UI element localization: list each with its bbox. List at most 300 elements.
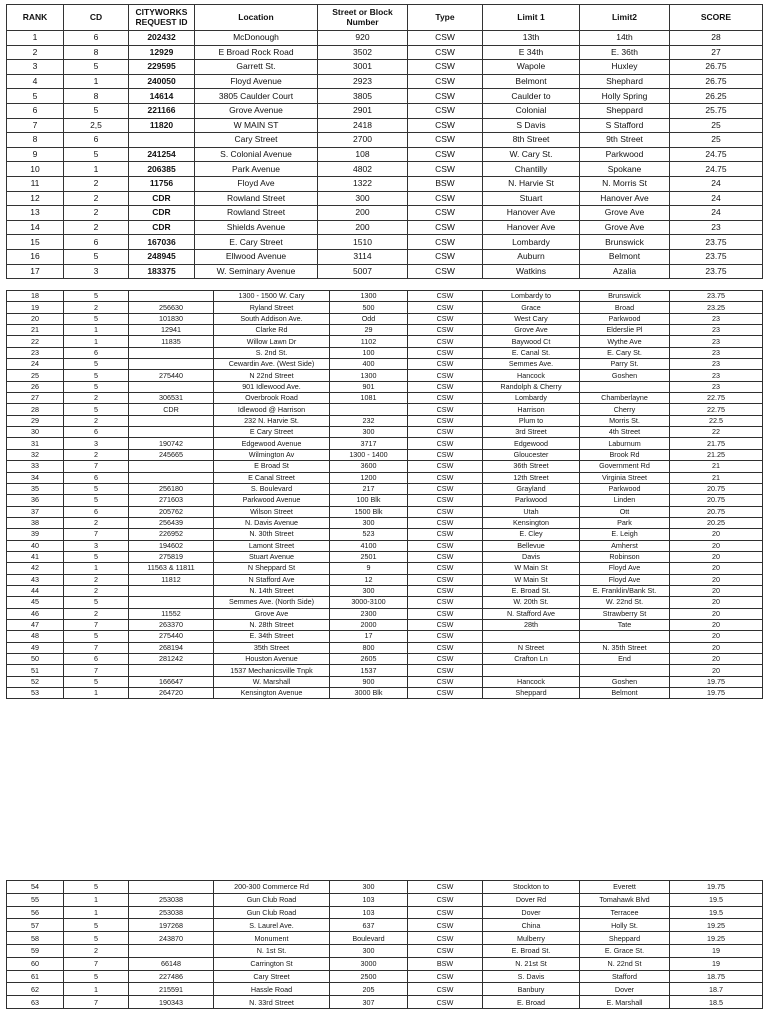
cell-request-id: 166647 bbox=[129, 676, 214, 687]
cell-location: S. Boulevard bbox=[214, 483, 330, 494]
cell-street-number: Odd bbox=[330, 313, 408, 324]
cell-street-number bbox=[330, 404, 408, 415]
cell-cd: 6 bbox=[64, 654, 129, 665]
cell-score: 23 bbox=[670, 325, 763, 336]
cell-score: 20 bbox=[670, 574, 763, 585]
cell-rank: 28 bbox=[7, 404, 64, 415]
cell-cd: 5 bbox=[64, 881, 129, 894]
cell-rank: 22 bbox=[7, 336, 64, 347]
cell-score: 24 bbox=[670, 191, 763, 206]
cell-type: CSW bbox=[408, 676, 483, 687]
cell-limit-1: W. Cary St. bbox=[483, 147, 580, 162]
cell-limit-2: Azalia bbox=[580, 264, 670, 279]
cell-type: BSW bbox=[408, 957, 483, 970]
cell-limit-2: Government Rd bbox=[580, 461, 670, 472]
cell-score: 23 bbox=[670, 359, 763, 370]
cell-request-id: 245665 bbox=[129, 449, 214, 460]
cell-cd: 2 bbox=[64, 449, 129, 460]
table-row bbox=[7, 370, 763, 381]
cell-type: CSW bbox=[408, 517, 483, 528]
cell-request-id: CDR bbox=[129, 220, 195, 235]
cell-limit-1: W Main St bbox=[483, 574, 580, 585]
header-cd: CD bbox=[64, 5, 129, 31]
table-row bbox=[7, 103, 763, 118]
cell-type: CSW bbox=[408, 103, 483, 118]
table-row bbox=[7, 506, 763, 517]
cell-rank: 7 bbox=[7, 118, 64, 133]
cell-location: W MAIN ST bbox=[195, 118, 318, 133]
cell-location: Grove Ave bbox=[214, 608, 330, 619]
cell-limit-1: Edgewood bbox=[483, 438, 580, 449]
cell-score: 21 bbox=[670, 461, 763, 472]
cell-score: 20.75 bbox=[670, 506, 763, 517]
cell-limit-2: Belmont bbox=[580, 688, 670, 699]
cell-limit-1: Caulder to bbox=[483, 89, 580, 104]
cell-type: CSW bbox=[408, 45, 483, 60]
cell-request-id: 206385 bbox=[129, 162, 195, 177]
table-row bbox=[7, 970, 763, 983]
cell-location: S. Colonial Avenue bbox=[195, 147, 318, 162]
cell-location: Carrington St bbox=[214, 957, 330, 970]
cell-street-number: 300 bbox=[330, 427, 408, 438]
table-row bbox=[7, 162, 763, 177]
cell-request-id: 229595 bbox=[129, 60, 195, 75]
cell-score: 19 bbox=[670, 944, 763, 957]
cell-limit-2: N. 22nd St bbox=[580, 957, 670, 970]
cell-limit-2: Grove Ave bbox=[580, 206, 670, 221]
cell-request-id: 11812 bbox=[129, 574, 214, 585]
cell-limit-1: Bellevue bbox=[483, 540, 580, 551]
cell-limit-2: Tate bbox=[580, 619, 670, 630]
cell-rank: 2 bbox=[7, 45, 64, 60]
cell-limit-1: N. Stafford Ave bbox=[483, 608, 580, 619]
table-row bbox=[7, 619, 763, 630]
cell-rank: 21 bbox=[7, 325, 64, 336]
cell-rank: 56 bbox=[7, 906, 64, 919]
table-row bbox=[7, 688, 763, 699]
cell-type: CSW bbox=[408, 415, 483, 426]
cell-score: 18.7 bbox=[670, 983, 763, 996]
cell-limit-2: 9th Street bbox=[580, 133, 670, 148]
cell-limit-1: Utah bbox=[483, 506, 580, 517]
cell-street-number: 3114 bbox=[318, 249, 408, 264]
cell-limit-2: Brook Rd bbox=[580, 449, 670, 460]
cell-type: CSW bbox=[408, 970, 483, 983]
cell-street-number: 1537 bbox=[330, 665, 408, 676]
cell-request-id: 281242 bbox=[129, 654, 214, 665]
cell-request-id bbox=[129, 944, 214, 957]
table-row bbox=[7, 381, 763, 392]
cell-request-id: 271603 bbox=[129, 495, 214, 506]
cell-location: Floyd Ave bbox=[195, 176, 318, 191]
cell-type: CSW bbox=[408, 449, 483, 460]
cell-type: CSW bbox=[408, 302, 483, 313]
cell-score: 20 bbox=[670, 585, 763, 596]
table-row bbox=[7, 957, 763, 970]
cell-type: CSW bbox=[408, 118, 483, 133]
cell-request-id bbox=[129, 472, 214, 483]
cell-location: 1537 Mechanicsville Tnpk bbox=[214, 665, 330, 676]
cell-type: CSW bbox=[408, 220, 483, 235]
cell-limit-1: E. Broad St. bbox=[483, 585, 580, 596]
cell-limit-1: N. 21st St bbox=[483, 957, 580, 970]
cell-request-id: 11820 bbox=[129, 118, 195, 133]
cell-type: CSW bbox=[408, 347, 483, 358]
table-row bbox=[7, 676, 763, 687]
cell-rank: 14 bbox=[7, 220, 64, 235]
cell-request-id: 256630 bbox=[129, 302, 214, 313]
cell-street-number: 2000 bbox=[330, 619, 408, 630]
cell-limit-2: Ott bbox=[580, 506, 670, 517]
cell-score: 23 bbox=[670, 220, 763, 235]
cell-limit-2: Amherst bbox=[580, 540, 670, 551]
cell-type: CSW bbox=[408, 381, 483, 392]
cell-request-id bbox=[129, 461, 214, 472]
cell-limit-1: 13th bbox=[483, 31, 580, 46]
cell-limit-1: Lombardy bbox=[483, 393, 580, 404]
cell-rank: 32 bbox=[7, 449, 64, 460]
cell-rank: 5 bbox=[7, 89, 64, 104]
cell-cd: 1 bbox=[64, 74, 129, 89]
cell-type: CSW bbox=[408, 688, 483, 699]
cell-type: CSW bbox=[408, 74, 483, 89]
cell-limit-1 bbox=[483, 665, 580, 676]
table-row bbox=[7, 574, 763, 585]
table-row bbox=[7, 529, 763, 540]
cell-type: CSW bbox=[408, 370, 483, 381]
cell-limit-2: Stafford bbox=[580, 970, 670, 983]
cell-score: 23.75 bbox=[670, 249, 763, 264]
cell-rank: 16 bbox=[7, 249, 64, 264]
cell-rank: 10 bbox=[7, 162, 64, 177]
cell-limit-1: 8th Street bbox=[483, 133, 580, 148]
cell-request-id: 11835 bbox=[129, 336, 214, 347]
cell-score: 23.75 bbox=[670, 291, 763, 302]
cell-rank: 60 bbox=[7, 957, 64, 970]
cell-location: Overbrook Road bbox=[214, 393, 330, 404]
cell-location: Semmes Ave. (North Side) bbox=[214, 597, 330, 608]
cell-request-id: CDR bbox=[129, 191, 195, 206]
header-rank: RANK bbox=[7, 5, 64, 31]
cell-limit-2: Broad bbox=[580, 302, 670, 313]
cell-type: CSW bbox=[408, 31, 483, 46]
cell-street-number: 1102 bbox=[330, 336, 408, 347]
cell-type: CSW bbox=[408, 264, 483, 279]
table-row bbox=[7, 585, 763, 596]
cell-limit-2: E. Franklin/Bank St. bbox=[580, 585, 670, 596]
cell-request-id: 253038 bbox=[129, 893, 214, 906]
cell-type: CSW bbox=[408, 619, 483, 630]
table-row bbox=[7, 336, 763, 347]
cell-limit-1: E. Canal St. bbox=[483, 347, 580, 358]
cell-location: 3805 Caulder Court bbox=[195, 89, 318, 104]
cell-street-number: 200 bbox=[318, 220, 408, 235]
cell-limit-2 bbox=[580, 665, 670, 676]
cell-street-number: 3000-3100 bbox=[330, 597, 408, 608]
table-row bbox=[7, 359, 763, 370]
cell-cd: 5 bbox=[64, 103, 129, 118]
cell-limit-2: End bbox=[580, 654, 670, 665]
cell-limit-1: Auburn bbox=[483, 249, 580, 264]
cell-street-number: 3000 bbox=[330, 957, 408, 970]
cell-rank: 44 bbox=[7, 585, 64, 596]
cell-limit-1: W Main St bbox=[483, 563, 580, 574]
cell-street-number: 200 bbox=[318, 206, 408, 221]
cell-cd: 1 bbox=[64, 688, 129, 699]
cell-type: CSW bbox=[408, 574, 483, 585]
cell-street-number: 2418 bbox=[318, 118, 408, 133]
cell-limit-1: Stuart bbox=[483, 191, 580, 206]
header-type: Type bbox=[408, 5, 483, 31]
cell-street-number: 300 bbox=[330, 944, 408, 957]
cell-cd: 5 bbox=[64, 60, 129, 75]
cell-limit-2: E. Marshall bbox=[580, 996, 670, 1009]
cell-location: Cary Street bbox=[195, 133, 318, 148]
cell-street-number: 300 bbox=[330, 585, 408, 596]
cell-cd: 6 bbox=[64, 133, 129, 148]
cell-street-number: 1200 bbox=[330, 472, 408, 483]
cell-type: CSW bbox=[408, 133, 483, 148]
cell-street-number: Boulevard bbox=[330, 932, 408, 945]
cell-limit-2: Morris St. bbox=[580, 415, 670, 426]
cell-rank: 11 bbox=[7, 176, 64, 191]
cell-rank: 62 bbox=[7, 983, 64, 996]
cell-rank: 4 bbox=[7, 74, 64, 89]
cell-limit-2: E. Cary St. bbox=[580, 347, 670, 358]
cell-limit-2: Terracee bbox=[580, 906, 670, 919]
cell-request-id: CDR bbox=[129, 206, 195, 221]
cell-type: CSW bbox=[408, 461, 483, 472]
ranking-table-bottom bbox=[6, 880, 763, 1009]
table-row bbox=[7, 74, 763, 89]
cell-street-number: 307 bbox=[330, 996, 408, 1009]
cell-location: 1300 - 1500 W. Cary bbox=[214, 291, 330, 302]
cell-cd: 6 bbox=[64, 347, 129, 358]
cell-street-number: 2901 bbox=[318, 103, 408, 118]
table-row bbox=[7, 996, 763, 1009]
cell-cd: 7 bbox=[64, 996, 129, 1009]
cell-score: 23 bbox=[670, 347, 763, 358]
table-row bbox=[7, 313, 763, 324]
cell-street-number: 3001 bbox=[318, 60, 408, 75]
cell-type: CSW bbox=[408, 472, 483, 483]
table-row bbox=[7, 176, 763, 191]
cell-type: CSW bbox=[408, 162, 483, 177]
cell-score: 23 bbox=[670, 313, 763, 324]
header-limit-1: Limit 1 bbox=[483, 5, 580, 31]
cell-location: E Broad St bbox=[214, 461, 330, 472]
cell-request-id: 253038 bbox=[129, 906, 214, 919]
cell-limit-2: Laburnum bbox=[580, 438, 670, 449]
cell-request-id bbox=[129, 427, 214, 438]
cell-limit-1: Grace bbox=[483, 302, 580, 313]
cell-street-number: 300 bbox=[330, 517, 408, 528]
table-row bbox=[7, 881, 763, 894]
cell-rank: 30 bbox=[7, 427, 64, 438]
cell-type: CSW bbox=[408, 540, 483, 551]
cell-street-number: 500 bbox=[330, 302, 408, 313]
cell-limit-2: N. Morris St bbox=[580, 176, 670, 191]
cell-location: E Cary Street bbox=[214, 427, 330, 438]
cell-cd: 5 bbox=[64, 404, 129, 415]
cell-cd: 5 bbox=[64, 381, 129, 392]
cell-limit-2: Spokane bbox=[580, 162, 670, 177]
cell-score: 23.75 bbox=[670, 235, 763, 250]
cell-location: E Broad Rock Road bbox=[195, 45, 318, 60]
cell-request-id bbox=[129, 585, 214, 596]
cell-limit-2: Goshen bbox=[580, 676, 670, 687]
cell-cd: 5 bbox=[64, 313, 129, 324]
cell-location: N. 1st St. bbox=[214, 944, 330, 957]
cell-type: CSW bbox=[408, 563, 483, 574]
cell-location: N Stafford Ave bbox=[214, 574, 330, 585]
cell-location: Rowland Street bbox=[195, 206, 318, 221]
cell-cd: 7 bbox=[64, 665, 129, 676]
cell-score: 19.75 bbox=[670, 688, 763, 699]
cell-street-number: 1300 bbox=[330, 370, 408, 381]
cell-cd: 5 bbox=[64, 370, 129, 381]
cell-request-id: 190742 bbox=[129, 438, 214, 449]
cell-location: Gun Club Road bbox=[214, 906, 330, 919]
table-row bbox=[7, 631, 763, 642]
cell-limit-2: S Stafford bbox=[580, 118, 670, 133]
table-row bbox=[7, 983, 763, 996]
cell-limit-1: Lombardy to bbox=[483, 291, 580, 302]
cell-limit-2: Dover bbox=[580, 983, 670, 996]
cell-limit-1: Belmont bbox=[483, 74, 580, 89]
cell-request-id: 215591 bbox=[129, 983, 214, 996]
cell-type: CSW bbox=[408, 944, 483, 957]
cell-score: 20 bbox=[670, 540, 763, 551]
cell-rank: 45 bbox=[7, 597, 64, 608]
cell-rank: 59 bbox=[7, 944, 64, 957]
cell-limit-2: Brunswick bbox=[580, 235, 670, 250]
cell-street-number: 1322 bbox=[318, 176, 408, 191]
cell-rank: 33 bbox=[7, 461, 64, 472]
cell-street-number: 1500 Blk bbox=[330, 506, 408, 517]
cell-location: Ryland Street bbox=[214, 302, 330, 313]
cell-limit-2: Holly Spring bbox=[580, 89, 670, 104]
cell-rank: 36 bbox=[7, 495, 64, 506]
table-row bbox=[7, 893, 763, 906]
cell-rank: 58 bbox=[7, 932, 64, 945]
cell-location: E Canal Street bbox=[214, 472, 330, 483]
cell-type: CSW bbox=[408, 359, 483, 370]
cell-cd: 1 bbox=[64, 325, 129, 336]
table-row bbox=[7, 932, 763, 945]
cell-limit-2: Virginia Street bbox=[580, 472, 670, 483]
cell-cd: 5 bbox=[64, 359, 129, 370]
cell-location: N Sheppard St bbox=[214, 563, 330, 574]
cell-score: 19.5 bbox=[670, 906, 763, 919]
table-row bbox=[7, 45, 763, 60]
cell-location: Parkwood Avenue bbox=[214, 495, 330, 506]
cell-limit-2: E. 36th bbox=[580, 45, 670, 60]
cell-score: 20.75 bbox=[670, 495, 763, 506]
cell-location: 200-300 Commerce Rd bbox=[214, 881, 330, 894]
cell-location: Wilson Street bbox=[214, 506, 330, 517]
cell-street-number: 17 bbox=[330, 631, 408, 642]
cell-limit-2: Sheppard bbox=[580, 103, 670, 118]
cell-limit-1: Dover bbox=[483, 906, 580, 919]
cell-score: 25 bbox=[670, 133, 763, 148]
table-row bbox=[7, 449, 763, 460]
cell-street-number: 3805 bbox=[318, 89, 408, 104]
cell-limit-2: Goshen bbox=[580, 370, 670, 381]
cell-cd: 6 bbox=[64, 506, 129, 517]
cell-cd: 5 bbox=[64, 676, 129, 687]
cell-rank: 9 bbox=[7, 147, 64, 162]
cell-score: 24 bbox=[670, 206, 763, 221]
cell-location: Stuart Avenue bbox=[214, 551, 330, 562]
cell-cd: 1 bbox=[64, 162, 129, 177]
cell-street-number: 1300 - 1400 bbox=[330, 449, 408, 460]
cell-rank: 19 bbox=[7, 302, 64, 313]
cell-street-number: 300 bbox=[318, 191, 408, 206]
cell-limit-1: S Davis bbox=[483, 118, 580, 133]
cell-limit-1: Crafton Ln bbox=[483, 654, 580, 665]
cell-request-id: 248945 bbox=[129, 249, 195, 264]
cell-location: N. Davis Avenue bbox=[214, 517, 330, 528]
cell-location: S. 2nd St. bbox=[214, 347, 330, 358]
cell-limit-1 bbox=[483, 631, 580, 642]
cell-rank: 25 bbox=[7, 370, 64, 381]
cell-request-id: 240050 bbox=[129, 74, 195, 89]
cell-score: 19.25 bbox=[670, 919, 763, 932]
cell-limit-1: Hanover Ave bbox=[483, 220, 580, 235]
cell-street-number: 12 bbox=[330, 574, 408, 585]
cell-cd: 2 bbox=[64, 415, 129, 426]
cell-request-id: 12941 bbox=[129, 325, 214, 336]
cell-type: CSW bbox=[408, 313, 483, 324]
cell-type: CSW bbox=[408, 495, 483, 506]
cell-score: 24 bbox=[670, 176, 763, 191]
cell-request-id: CDR bbox=[129, 404, 214, 415]
cell-score: 23 bbox=[670, 336, 763, 347]
cell-cd: 5 bbox=[64, 495, 129, 506]
cell-cd: 1 bbox=[64, 983, 129, 996]
cell-location: Garrett St. bbox=[195, 60, 318, 75]
cell-type: CSW bbox=[408, 881, 483, 894]
cell-cd: 3 bbox=[64, 540, 129, 551]
cell-type: CSW bbox=[408, 147, 483, 162]
cell-street-number: 523 bbox=[330, 529, 408, 540]
cell-street-number: 103 bbox=[330, 893, 408, 906]
table-row bbox=[7, 118, 763, 133]
cell-rank: 3 bbox=[7, 60, 64, 75]
cell-rank: 41 bbox=[7, 551, 64, 562]
cell-limit-1: N. Harvie St bbox=[483, 176, 580, 191]
cell-request-id: 241254 bbox=[129, 147, 195, 162]
cell-request-id: 183375 bbox=[129, 264, 195, 279]
table-row bbox=[7, 191, 763, 206]
cell-cd: 5 bbox=[64, 291, 129, 302]
cell-street-number: 400 bbox=[330, 359, 408, 370]
cell-limit-2: Grove Ave bbox=[580, 220, 670, 235]
cell-cd: 7 bbox=[64, 529, 129, 540]
table-row bbox=[7, 220, 763, 235]
cell-score: 22.75 bbox=[670, 404, 763, 415]
cell-location: Shields Avenue bbox=[195, 220, 318, 235]
cell-limit-2: Floyd Ave bbox=[580, 563, 670, 574]
cell-score: 28 bbox=[670, 31, 763, 46]
cell-type: CSW bbox=[408, 893, 483, 906]
cell-limit-1: Randolph & Cherry bbox=[483, 381, 580, 392]
cell-location: N. 33rd Street bbox=[214, 996, 330, 1009]
cell-score: 26.75 bbox=[670, 60, 763, 75]
table-row bbox=[7, 495, 763, 506]
cell-type: CSW bbox=[408, 996, 483, 1009]
